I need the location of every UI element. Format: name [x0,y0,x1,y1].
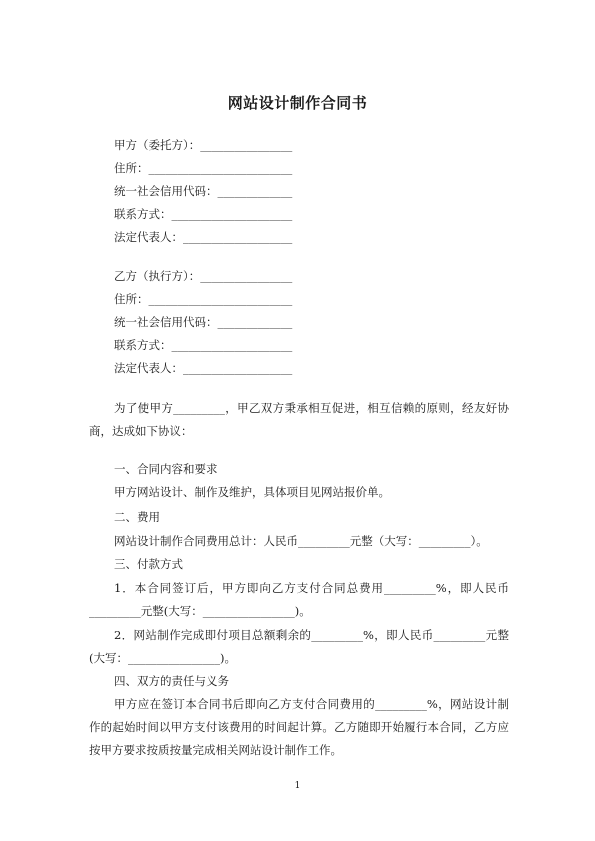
section-2-title: 二、费用 [114,510,160,524]
section-2-body: 网站设计制作合同费用总计：人民币_________元整（大写：_________）。 [114,534,488,548]
section-3-title: 三、付款方式 [114,557,183,571]
document-title: 网站设计制作合同书 [227,94,368,112]
party-a-legal-rep: 法定代表人：___________________ [114,230,293,244]
section-1-title: 一、合同内容和要求 [114,462,218,476]
section-4-body: 甲方应在签订本合同书后即向乙方支付合同费用的_________%，网站设计制作的起始时间以甲方支付该费用的时间起计算。乙方随即开始履行本合同，乙方应按甲方要求按质按量完成相关网站设计制作工作。 [89,697,509,757]
party-b-name: 乙方（执行方）：________________ [114,269,293,283]
party-a-name: 甲方（委托方）：________________ [114,138,293,152]
section-3-item-2: 2．网站制作完成即付项目总额剩余的_________%，即人民币_________元整(大写：________________)。 [89,628,509,665]
party-b-credit-code: 统一社会信用代码：_____________ [114,315,293,329]
party-b-contact: 联系方式：_____________________ [114,338,293,352]
party-b-legal-rep: 法定代表人：___________________ [114,361,293,375]
intro-paragraph: 为了使甲方_________，甲乙双方秉承相互促进，相互信赖的原则，经友好协商，达成如下协议： [89,401,509,438]
party-b-address: 住所：_________________________ [114,292,293,306]
section-3-item-1: 1．本合同签订后，甲方即向乙方支付合同总费用_________%，即人民币_________元整(大写：________________)。 [89,581,509,618]
section-4-title: 四、双方的责任与义务 [114,674,229,688]
section-1-body: 甲方网站设计、制作及维护，具体项目见网站报价单。 [114,485,390,499]
page-number: 1 [294,781,301,791]
party-a-credit-code: 统一社会信用代码：_____________ [114,184,293,198]
party-a-contact: 联系方式：_____________________ [114,207,293,221]
party-a-address: 住所：_________________________ [114,161,293,175]
